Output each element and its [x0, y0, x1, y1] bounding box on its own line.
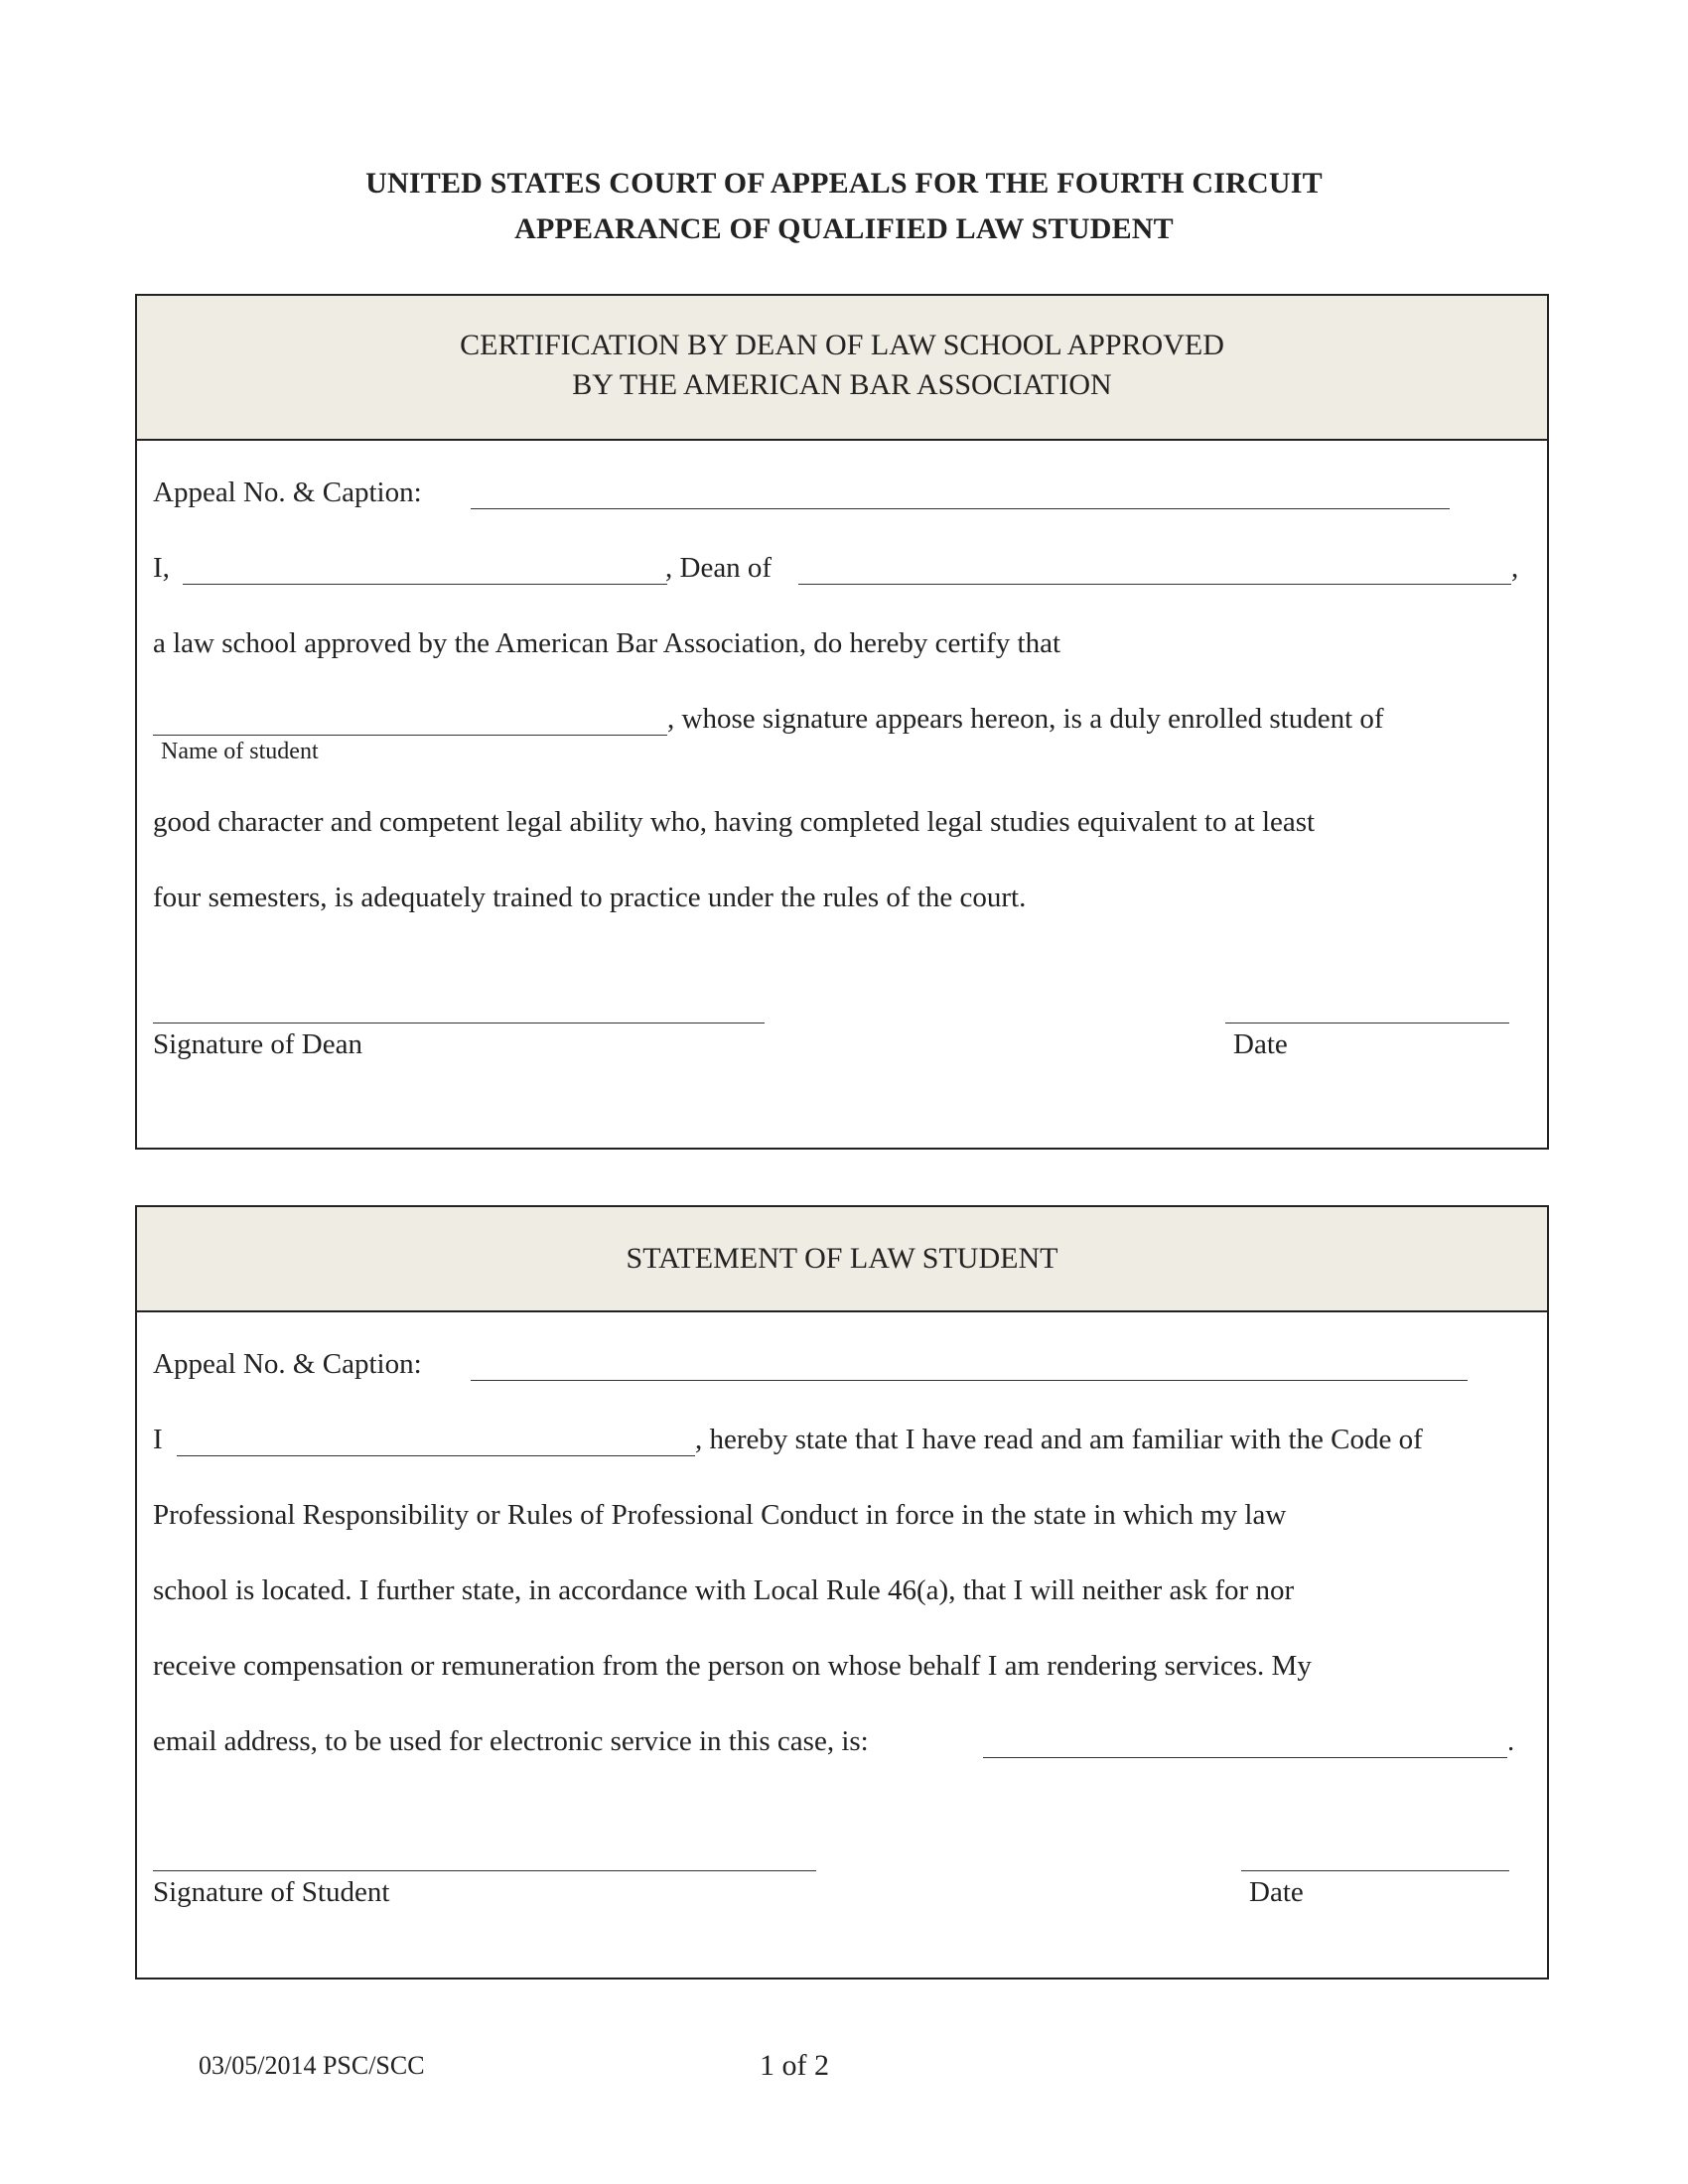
dean-certification-section — [135, 294, 1549, 1150]
student-i-label: I — [153, 1424, 163, 1455]
student-section-title: STATEMENT OF LAW STUDENT — [626, 1242, 1058, 1275]
dean-date-label: Date — [1233, 1028, 1288, 1060]
law-school-approved-text: a law school approved by the American Bar Association, do hereby certify that — [153, 627, 1061, 659]
student-date-line[interactable] — [1241, 1870, 1509, 1871]
student-section-header — [137, 1207, 1547, 1312]
student-signature-line[interactable] — [153, 1870, 816, 1871]
email-address-field[interactable] — [983, 1727, 1507, 1758]
page-number: 1 of 2 — [760, 2049, 829, 2082]
dean-appeal-caption-field[interactable] — [471, 478, 1450, 509]
statement-line-2: Professional Responsibility or Rules of Professional Conduct in force in the state in which my law — [153, 1499, 1287, 1531]
statement-line-3: school is located. I further state, in accordance with Local Rule 46(a), that I will neither ask for nor — [153, 1574, 1295, 1606]
dean-name-field[interactable] — [183, 554, 667, 585]
student-statement-section — [135, 1205, 1549, 1979]
email-address-text: email address, to be used for electronic service in this case, is: — [153, 1725, 869, 1757]
dean-section-title-line2: BY THE AMERICAN BAR ASSOCIATION — [572, 368, 1112, 401]
student-name-field[interactable] — [153, 705, 667, 736]
student-appeal-label: Appeal No. & Caption: — [153, 1348, 422, 1380]
student-appeal-caption-field[interactable] — [471, 1350, 1468, 1381]
dean-comma: , — [1511, 552, 1519, 584]
student-name-statement-field[interactable] — [177, 1426, 695, 1456]
four-semesters-text: four semesters, is adequately trained to practice under the rules of the court. — [153, 882, 1027, 913]
hereby-state-text: , hereby state that I have read and am familiar with the Code of — [695, 1424, 1423, 1455]
name-of-student-caption: Name of student — [161, 739, 319, 764]
form-title: APPEARANCE OF QUALIFIED LAW STUDENT — [514, 212, 1174, 245]
law-school-field[interactable] — [798, 554, 1511, 585]
dean-section-title-line1: CERTIFICATION BY DEAN OF LAW SCHOOL APPROVED — [460, 329, 1224, 361]
dean-i-label: I, — [153, 552, 170, 584]
statement-line-4: receive compensation or remuneration from the person on whose behalf I am rendering services. My — [153, 1650, 1312, 1682]
dean-of-label: , Dean of — [665, 552, 773, 584]
student-signature-label: Signature of Student — [153, 1876, 390, 1908]
student-date-label: Date — [1249, 1876, 1304, 1908]
dean-signature-label: Signature of Dean — [153, 1028, 362, 1060]
dean-section-header — [137, 296, 1547, 441]
good-character-text: good character and competent legal ability who, having completed legal studies equivalent to at least — [153, 806, 1316, 838]
dean-date-line[interactable] — [1225, 1023, 1509, 1024]
whose-signature-text: , whose signature appears hereon, is a duly enrolled student of — [667, 703, 1384, 735]
dean-appeal-label: Appeal No. & Caption: — [153, 477, 422, 508]
court-title: UNITED STATES COURT OF APPEALS FOR THE FOURTH CIRCUIT — [365, 167, 1323, 200]
form-code: 03/05/2014 PSC/SCC — [199, 2051, 425, 2080]
email-period: . — [1507, 1725, 1515, 1757]
dean-signature-line[interactable] — [153, 1023, 765, 1024]
